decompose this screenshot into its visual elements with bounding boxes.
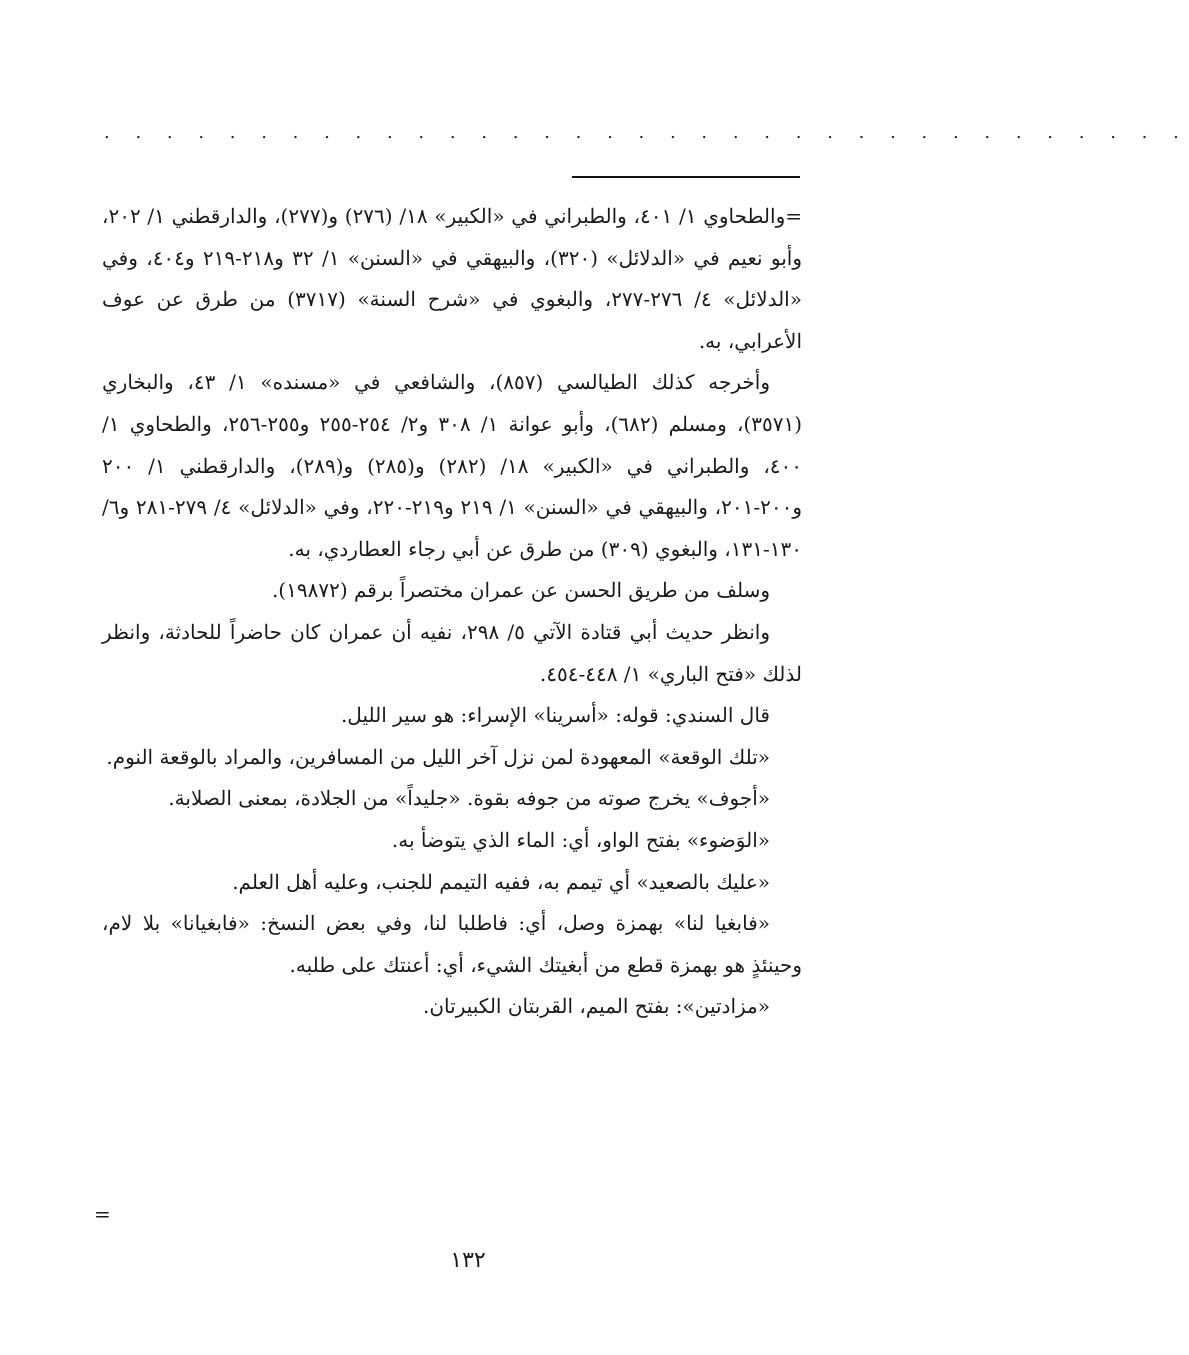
footnote-rule	[572, 176, 800, 178]
paragraph-2: وأخرجه كذلك الطيالسي (٨٥٧)، والشافعي في «مسنده» ١/ ٤٣، والبخاري (٣٥٧١)، ومسلم (٦٨٢)، وأبو عوانة ١/ ٣٠٨ و٢/ ٢٥٤-٢٥٥ و٢٥٥-٢٥٦، والطحاوي ١/ ٤٠٠، والطبراني في «الكبير» ١٨/ (٢٨٢) و(٢٨٥) و(٢٨٩)، والدارقطني ١/ ٢٠٠ و٢٠٠-٢٠١، والبيهقي في «السنن» ١/ ٢١٩ و٢١٩-٢٢٠، وفي «الدلائل» ٤/ ٢٧٩-٢٨١ و٦/ ١٣٠-١٣١، والبغوي (٣٠٩) من طرق عن أبي رجاء العطاردي، به.	[102, 370, 803, 561]
page-number: ١٣٢	[450, 1248, 486, 1273]
paragraph-7: «أجوف» يخرج صوته من جوفه بقوة. «جليداً» من الجلادة، بمعنى الصلابة.	[168, 786, 770, 811]
paragraph-8: «الوَضوء» بفتح الواو، أي: الماء الذي يتوضأ به.	[391, 827, 770, 852]
separator-dots: . . . . . . . . . . . . . . . . . . . . . . . . . . . . . . . . . . .	[104, 122, 1189, 143]
paragraph-4: وانظر حديث أبي قتادة الآتي ٥/ ٢٩٨، نفيه أن عمران كان حاضراً للحادثة، وانظر لذلك «فتح الباري» ١/ ٤٤٨-٤٥٤.	[102, 619, 802, 686]
paragraph-11: «مزادتين»: بفتح الميم، القربتان الكبيرتان.	[422, 994, 770, 1019]
paragraph-10: «فابغيا لنا» بهمزة وصل، أي: فاطلبا لنا، وفي بعض النسخ: «فابغيانا» بلا لام، وحينئذٍ هو بهمزة قطع من أبغيتك الشيء، أي: أعنتك على طلبه.	[102, 911, 802, 977]
paragraph-5: قال السندي: قوله: «أسرينا» الإسراء: هو سير الليل.	[340, 703, 770, 728]
footnote-text	[102, 196, 802, 1028]
paragraph-3: وسلف من طريق الحسن عن عمران مختصراً برقم (١٩٨٧٢).	[271, 578, 770, 603]
paragraph-1: =والطحاوي ١/ ٤٠١، والطبراني في «الكبير» ١٨/ (٢٧٦) و(٢٧٧)، والدارقطني ١/ ٢٠٢، وأبو نعيم في «الدلائل» (٣٢٠)، والبيهقي في «السنن» ١/ ٣٢ و٢١٨-٢١٩ و٤٠٤، وفي «الدلائل» ٤/ ٢٧٦-٢٧٧، والبغوي في «شرح السنة» (٣٧١٧) من طرق عن عوف الأعرابي، به.	[102, 204, 802, 353]
paragraph-6: «تلك الوقعة» المعهودة لمن نزل آخر الليل من المسافرين، والمراد بالوقعة النوم.	[106, 744, 770, 769]
continuation-mark: =	[94, 1202, 111, 1226]
paragraph-9: «عليك بالصعيد» أي تيمم به، ففيه التيمم للجنب، وعليه أهل العلم.	[232, 869, 770, 894]
